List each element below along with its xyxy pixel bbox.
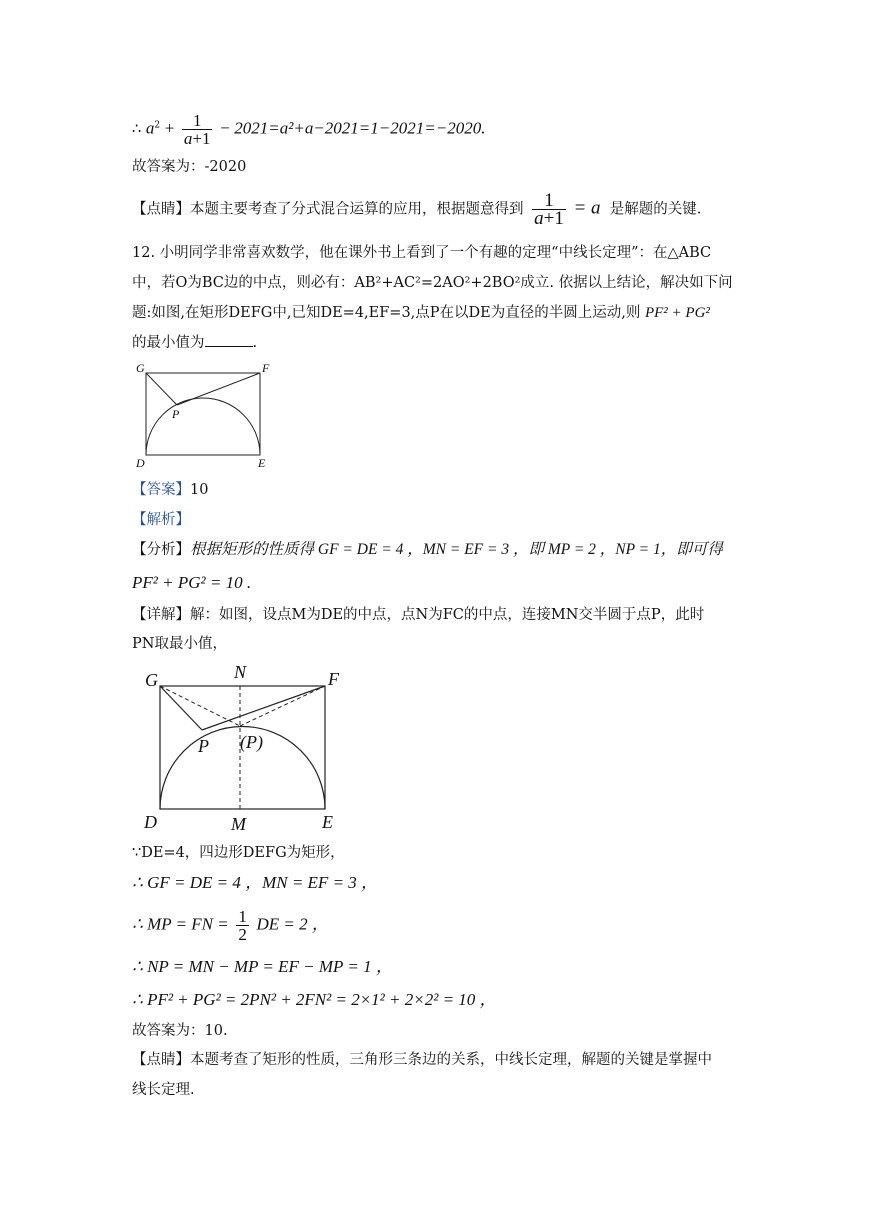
answer-line: 【答案】10 — [132, 482, 209, 498]
label-d: D — [136, 456, 145, 470]
label-n: N — [234, 662, 247, 682]
comment-2-line-1: 【点睛】本题考查了矩形的性质，三角形三条边的关系，中线长定理，解题的关键是掌握中 — [132, 1052, 712, 1068]
question-12-line-3: 题:如图,在矩形DEFG中,已知DE=4,EF=3,点P在以DE为直径的半圆上运动,则 PF² + PG² — [132, 305, 710, 321]
step-5: ∴ PF² + PG² = 2PN² + 2FN² = 2×1² + 2×2² = 10 ， — [132, 990, 497, 1009]
answer-line-2: 故答案为：10. — [132, 1023, 228, 1039]
question-12-line-4: 的最小值为 . — [132, 335, 258, 351]
question-12-line-2: 中，若O为BC边的中点，则必有：AB²+AC²=2AO²+2BO²成立. 依据以上结论，解决如下问 — [132, 275, 733, 291]
segment-pg — [146, 373, 177, 405]
detail-line-1: 【详解】解：如图，设点M为DE的中点，点N为FC的中点，连接MN交半圆于点P，此时 — [132, 607, 705, 623]
fenxi-result: PF² + PG² = 10 . — [132, 573, 252, 592]
figure-2 — [140, 658, 350, 836]
label-f: F — [328, 669, 339, 689]
label-g: G — [136, 361, 145, 375]
step-1: ∵DE=4，四边形DEFG为矩形， — [132, 845, 345, 861]
segment-pf — [202, 686, 325, 730]
step-3: ∴ MP = FN = $\frac{1}{2}$ DE = 2 ， — [132, 907, 329, 944]
label-p: P — [172, 407, 180, 421]
segment-gp-dashed — [160, 686, 240, 726]
detail-line-2: PN取最小值， — [132, 636, 227, 652]
question-12-line-1: 12. 小明同学非常喜欢数学，他在课外书上看到了一个有趣的定理“中线长定理”：在△ABC — [132, 245, 712, 261]
comment-2-line-2: 线长定理. — [132, 1082, 195, 1098]
analysis-tag: 【解析】 — [132, 512, 190, 528]
answer-blank — [205, 346, 253, 347]
segment-pg — [160, 686, 202, 730]
label-p-prime: (P) — [240, 732, 263, 752]
step-2: ∴ GF = DE = 4 ，MN = EF = 3 ， — [132, 873, 379, 892]
label-m: M — [231, 814, 246, 834]
label-d: D — [144, 812, 157, 832]
segment-pf-dashed — [240, 686, 325, 726]
label-g: G — [145, 670, 158, 690]
label-e: E — [258, 456, 266, 470]
answer-line-1: 故答案为：-2020 — [132, 159, 247, 175]
semicircle — [146, 398, 260, 455]
label-e: E — [322, 812, 333, 832]
figure-1 — [130, 355, 290, 475]
step-4: ∴ NP = MN − MP = EF − MP = 1 ， — [132, 957, 393, 976]
label-f: F — [262, 361, 270, 375]
label-p: P — [198, 736, 209, 756]
comment-1: 【点睛】本题主要考查了分式混合运算的应用，根据题意得到 $\frac{1}{a+1}$ = a 是解题的关键. — [132, 190, 702, 229]
fenxi-line: 【分析】根据矩形的性质得 GF = DE = 4 ，MN = EF = 3 ，即 MP = 2 ，NP = 1，即可得 — [132, 541, 723, 558]
result-line: ∴ $a^2$ + $\frac{1}{a+1}$ − 2021=a²+a−2021=1−2021=−2020. — [132, 111, 486, 148]
